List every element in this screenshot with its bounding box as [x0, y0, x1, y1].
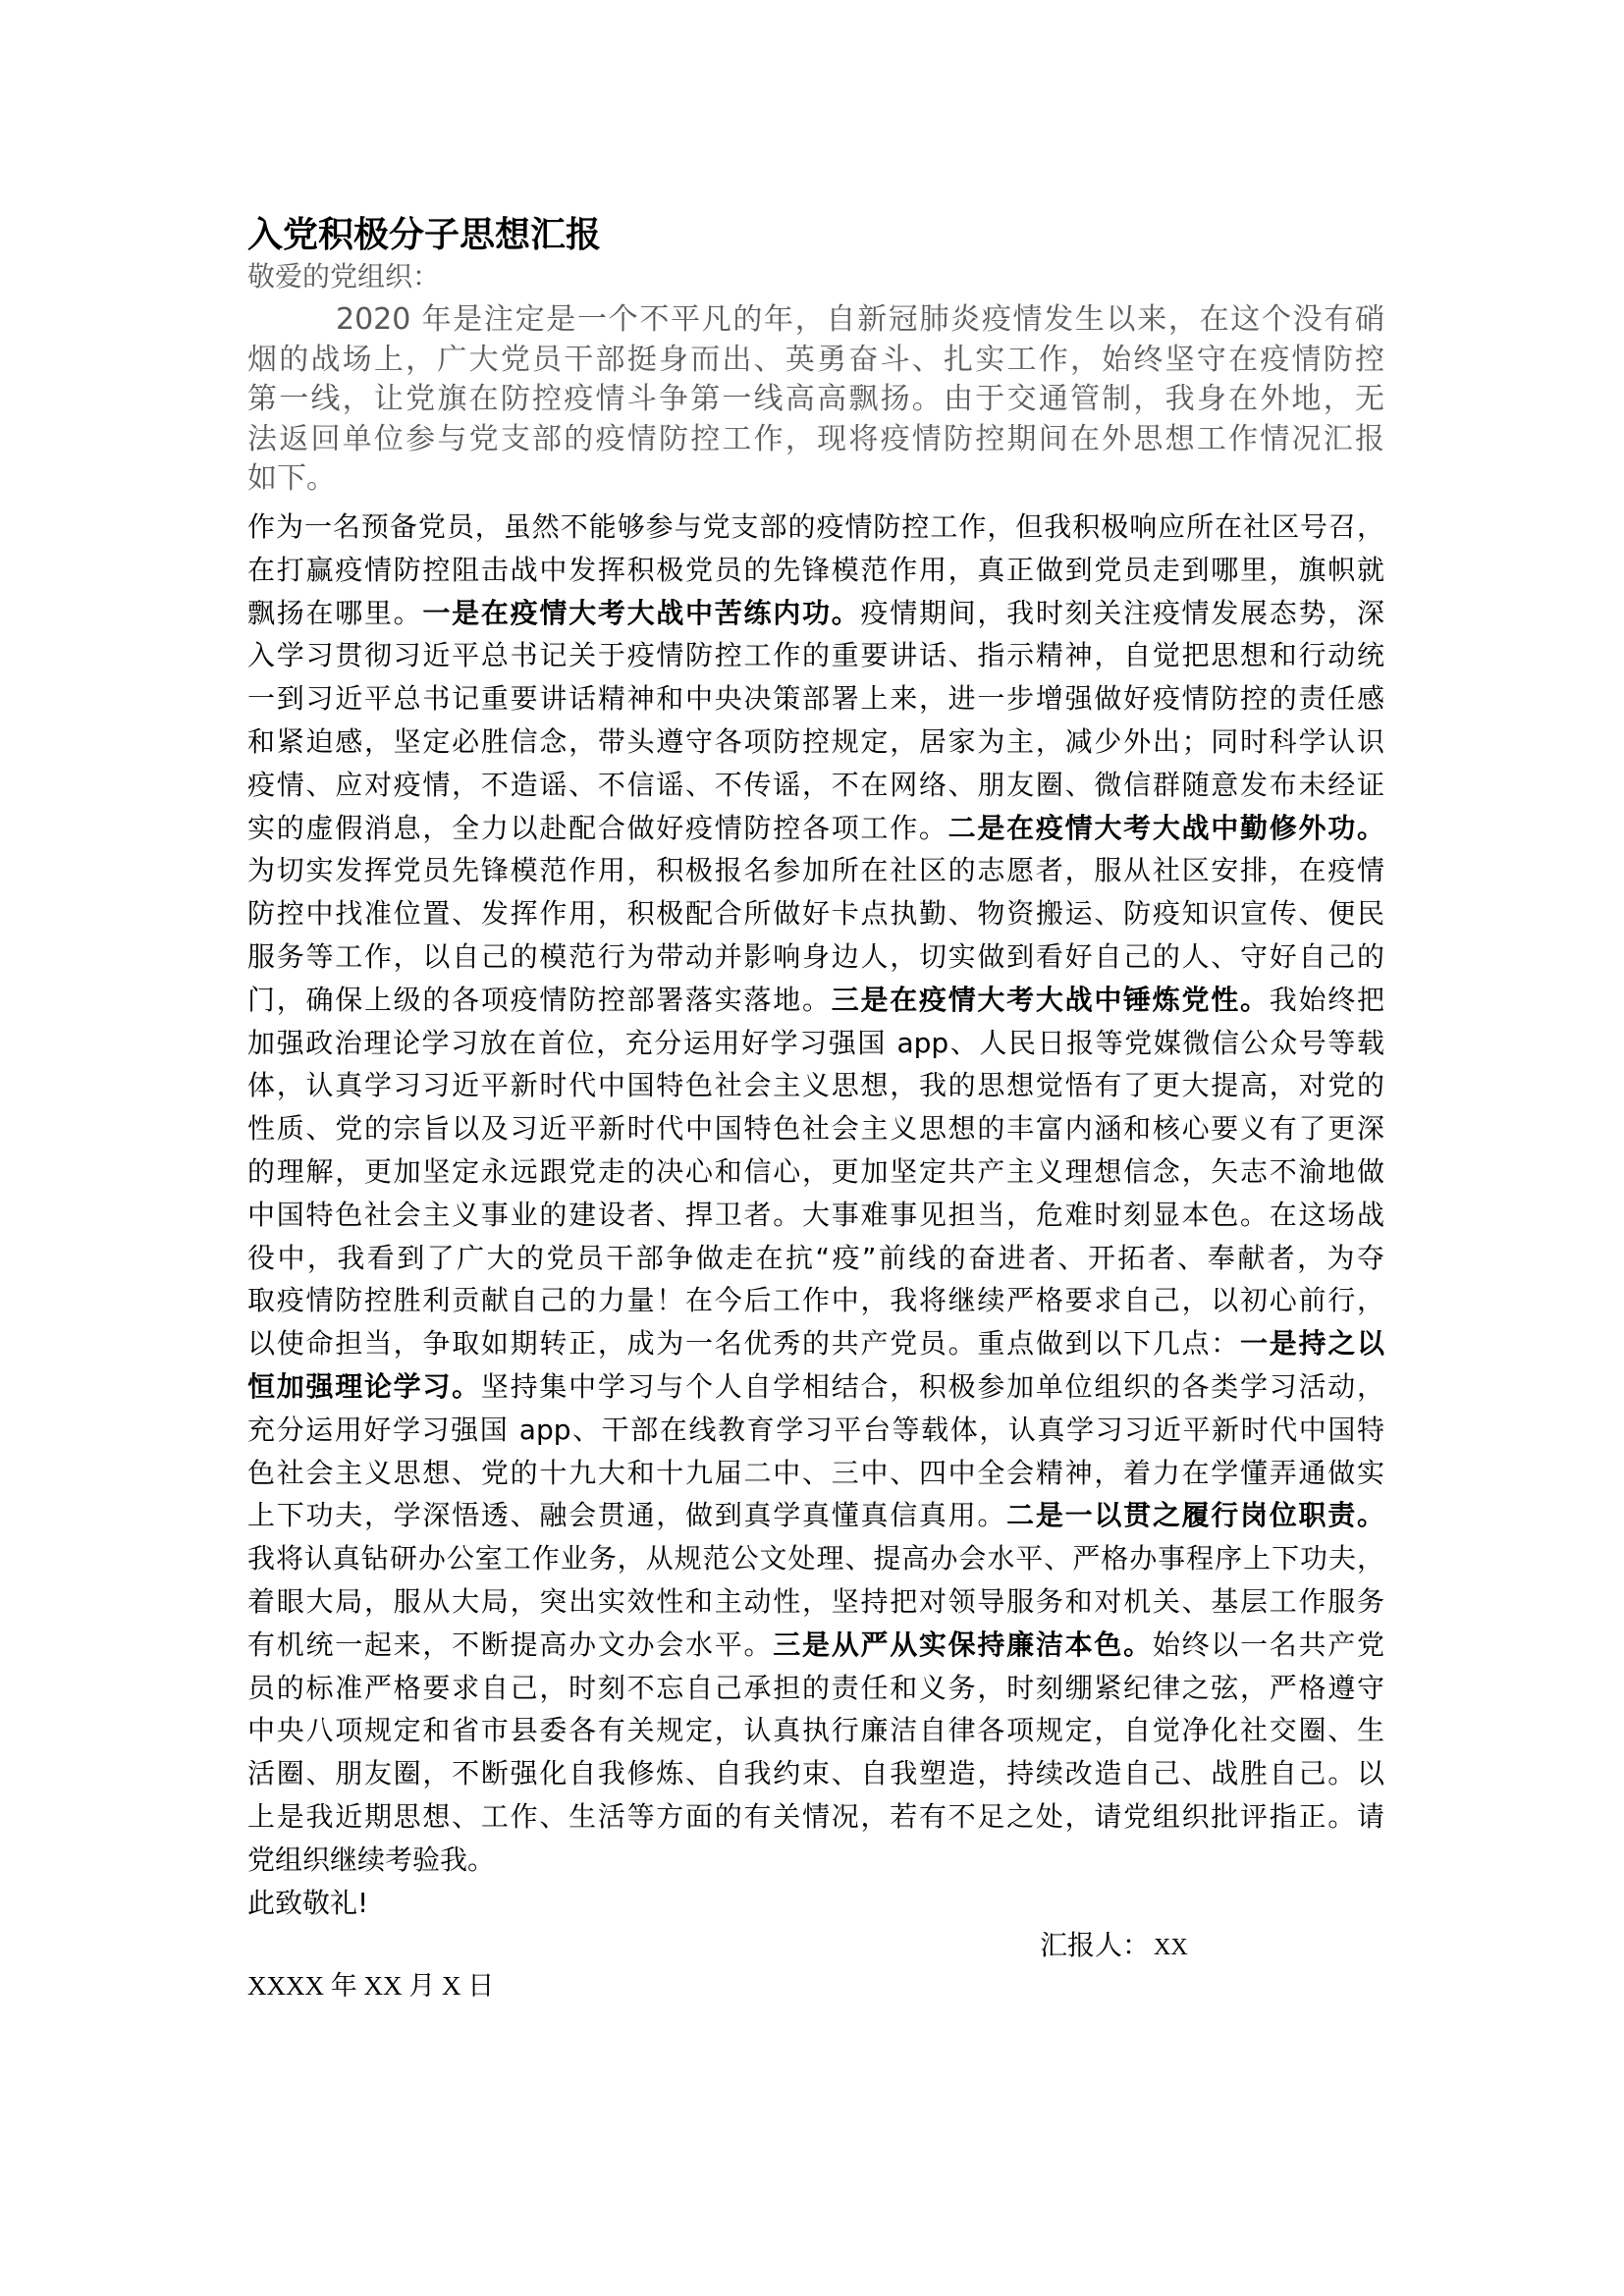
report-date: XXXX 年 XX 月 X 日: [247, 1971, 495, 2002]
body-line: 员的标准严格要求自己，时刻不忘自己承担的责任和义务，时刻绷紧纪律之弦，严格遵守: [247, 1671, 1384, 1704]
body-line: 中央八项规定和省市县委各有关规定，认真执行廉洁自律各项规定，自觉净化社交圈、生: [247, 1714, 1384, 1747]
body-line: 性质、党的宗旨以及习近平新时代中国特色社会主义思想的丰富内涵和核心要义有了更深: [247, 1112, 1384, 1146]
body-line: [247, 592, 1384, 635]
body-line: 作为一名预备党员，虽然不能够参与党支部的疫情防控工作，但我积极响应所在社区号召，: [247, 510, 1384, 543]
body-line: 和紧迫感，坚定必胜信念，带头遵守各项防控规定，居家为主，减少外出；同时科学认识: [247, 724, 1384, 758]
body-line: 体，认真学习习近平新时代中国特色社会主义思想，我的思想觉悟有了更大提高，对党的: [247, 1069, 1384, 1102]
body-line: [247, 1494, 1384, 1537]
body-text: 以使命担当，争取如期转正，成为一名优秀的共产党员。重点做到以下几点：: [247, 1327, 1241, 1361]
body-line: 为切实发挥党员先锋模范作用，积极报名参加所在社区的志愿者，服从社区安排，在疫情: [247, 854, 1384, 887]
body-text: 始终以一名共产党: [1152, 1628, 1384, 1661]
intro-line: 法返回单位参与党支部的疫情防控工作，现将疫情防控期间在外思想工作情况汇报: [247, 421, 1384, 456]
body-line: 党组织继续考验我。: [247, 1842, 496, 1876]
body-line: 充分运用好学习强国 app、干部在线教育学习平台等载体，认真学习习近平新时代中国特: [247, 1413, 1384, 1446]
emphasis-text: 二是一以贯之履行岗位职责。: [1006, 1499, 1384, 1532]
body-line: 役中，我看到了广大的党员干部争做走在抗“疫”前线的奋进者、开拓者、奉献者，为夺: [247, 1241, 1384, 1274]
body-line: [247, 1365, 1384, 1409]
body-line: 入学习贯彻习近平总书记关于疫情防控工作的重要讲话、指示精神，自觉把思想和行动统: [247, 639, 1384, 672]
emphasis-text: 恒加强理论学习。: [247, 1369, 481, 1403]
body-line: 中国特色社会主义事业的建设者、捍卫者。大事难事见担当，危难时刻显本色。在这场战: [247, 1198, 1384, 1231]
body-text: 上下功夫，学深悟透、融会贯通，做到真学真懂真信真用。: [247, 1499, 1007, 1532]
body-text: 有机统一起来，不断提高办文办会水平。: [247, 1628, 774, 1661]
signature: [247, 1924, 1384, 1967]
body-line: 的理解，更加坚定永远跟党走的决心和信心，更加坚定共产主义理想信念，矢志不渝地做: [247, 1154, 1384, 1188]
signature-name: XX: [1154, 1935, 1188, 1961]
body-text: 坚持集中学习与个人自学相结合，积极参加单位组织的各类学习活动，: [480, 1369, 1384, 1403]
body-line: 活圈、朋友圈，不断强化自我修炼、自我约束、自我塑造，持续改造自己、战胜自己。以: [247, 1757, 1384, 1790]
body-line: [247, 1624, 1384, 1667]
body-line: 加强政治理论学习放在首位，充分运用好学习强国 app、人民日报等党媒微信公众号等载: [247, 1026, 1384, 1059]
body-paragraph: [247, 506, 1384, 1882]
body-line: 我将认真钻研办公室工作业务，从规范公文处理、提高办会水平、严格办事程序上下功夫，: [247, 1542, 1384, 1575]
intro-paragraph: [247, 300, 1384, 500]
body-text: 我始终把: [1269, 983, 1384, 1016]
emphasis-text: 三是在疫情大考大战中锤炼党性。: [831, 983, 1270, 1016]
body-line: 防控中找准位置、发挥作用，积极配合所做好卡点执勤、物资搬运、防疫知识宣传、便民: [247, 897, 1384, 931]
body-line: 着眼大局，服从大局，突出实效性和主动性，坚持把对领导服务和对机关、基层工作服务: [247, 1584, 1384, 1618]
body-line: [247, 807, 1384, 850]
emphasis-text: 一是在疫情大考大战中苦练内功。: [422, 596, 861, 629]
document-page: [247, 214, 1384, 2004]
body-text: 门，确保上级的各项疫情防控部署落实落地。: [247, 983, 832, 1016]
body-line: 色社会主义思想、党的十九大和十九届二中、三中、四中全会精神，着力在学懂弄通做实: [247, 1456, 1384, 1489]
body-text: 疫情期间，我时刻关注疫情发展态势，深: [860, 596, 1384, 629]
signature-label: 汇报人：: [1040, 1929, 1151, 1962]
body-line: 疫情、应对疫情，不造谣、不信谣、不传谣，不在网络、朋友圈、微信群随意发布未经证: [247, 768, 1384, 801]
body-line: [247, 979, 1384, 1022]
body-line: 在打赢疫情防控阻击战中发挥积极党员的先锋模范作用，真正做到党员走到哪里，旗帜就: [247, 553, 1384, 586]
body-text: 实的虚假消息，全力以赴配合做好疫情防控各项工作。: [247, 811, 948, 844]
intro-line: 2020 年是注定是一个不平凡的年，自新冠肺炎疫情发生以来，在这个没有硝: [336, 302, 1384, 337]
intro-line: 烟的战场上，广大党员干部挺身而出、英勇奋斗、扎实工作，始终坚守在疫情防控: [247, 342, 1384, 377]
closing-line: 此致敬礼!: [247, 1886, 369, 1919]
emphasis-text: 三是从严从实保持廉洁本色。: [773, 1628, 1153, 1661]
body-line: [247, 1322, 1384, 1365]
body-line: 上是我近期思想、工作、生活等方面的有关情况，若有不足之处，请党组织批评指正。请: [247, 1799, 1384, 1833]
body-line: 服务等工作，以自己的模范行为带动并影响身边人，切实做到看好自己的人、守好自己的: [247, 939, 1384, 973]
body-text: 飘扬在哪里。: [247, 596, 423, 629]
document-title: 入党积极分子思想汇报: [247, 215, 602, 255]
emphasis-text: 一是持之以: [1240, 1327, 1384, 1361]
emphasis-text: 二是在疫情大考大战中勤修外功。: [947, 811, 1384, 844]
salutation: 敬爱的党组织：: [247, 260, 441, 293]
body-line: 取疫情防控胜利贡献自己的力量！在今后工作中，我将继续严格要求自己，以初心前行，: [247, 1284, 1384, 1317]
intro-line: 第一线，让党旗在防控疫情斗争第一线高高飘扬。由于交通管制，我身在外地，无: [247, 382, 1384, 416]
intro-line: 如下。: [247, 461, 336, 496]
body-line: 一到习近平总书记重要讲话精神和中央决策部署上来，进一步增强做好疫情防控的责任感: [247, 682, 1384, 716]
